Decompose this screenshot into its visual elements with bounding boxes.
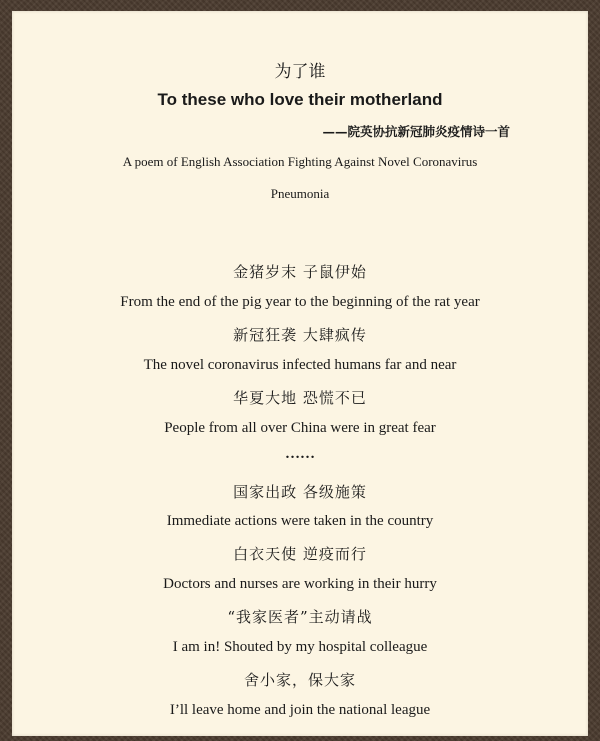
poem-description-line1 — [12, 154, 588, 170]
poem-line-1-chinese: 金猪岁末 子鼠伊始 — [233, 263, 367, 281]
subtitle: ——院英协抗新冠肺炎疫情诗一首 — [322, 124, 510, 139]
chinese-title: 为了谁 — [274, 62, 326, 82]
poem-line-6-chinese: “我家医者”主动请战 — [227, 608, 373, 626]
poem-line-3-chinese: 华夏大地 恐慌不已 — [233, 389, 367, 407]
poem-line-3-english: People from all over China were in great fear — [164, 420, 436, 436]
poem-description-line2: Pneumonia — [270, 186, 330, 201]
poem-line-5-english: Doctors and nurses are working in their hurry — [163, 576, 437, 592]
poem-description-text: A poem of English Association Fighting Against Novel Coronavirus — [122, 154, 478, 169]
poem-line-4-english: Immediate actions were taken in the country — [166, 513, 434, 529]
poem-line-1-english: From the end of the pig year to the beginning of the rat year — [120, 294, 480, 310]
poem-page — [12, 11, 588, 736]
poem-ellipsis: …… — [285, 446, 315, 462]
poem-line-2-chinese: 新冠狂袭 大肆疯传 — [233, 326, 367, 344]
poem-line-5-chinese: 白衣天使 逆疫而行 — [233, 545, 367, 563]
english-title: To these who love their motherland — [157, 90, 443, 109]
poem-line-7-chinese: 舍小家，保大家 — [243, 671, 356, 689]
poem-line-4-chinese: 国家出政 各级施策 — [233, 483, 367, 501]
poem-line-6-english: I am in! Shouted by my hospital colleague — [172, 639, 428, 655]
poem-line-7-english: I’ll leave home and join the national league — [169, 702, 431, 718]
poem-line-2-english: The novel coronavirus infected humans far and near — [143, 357, 457, 373]
